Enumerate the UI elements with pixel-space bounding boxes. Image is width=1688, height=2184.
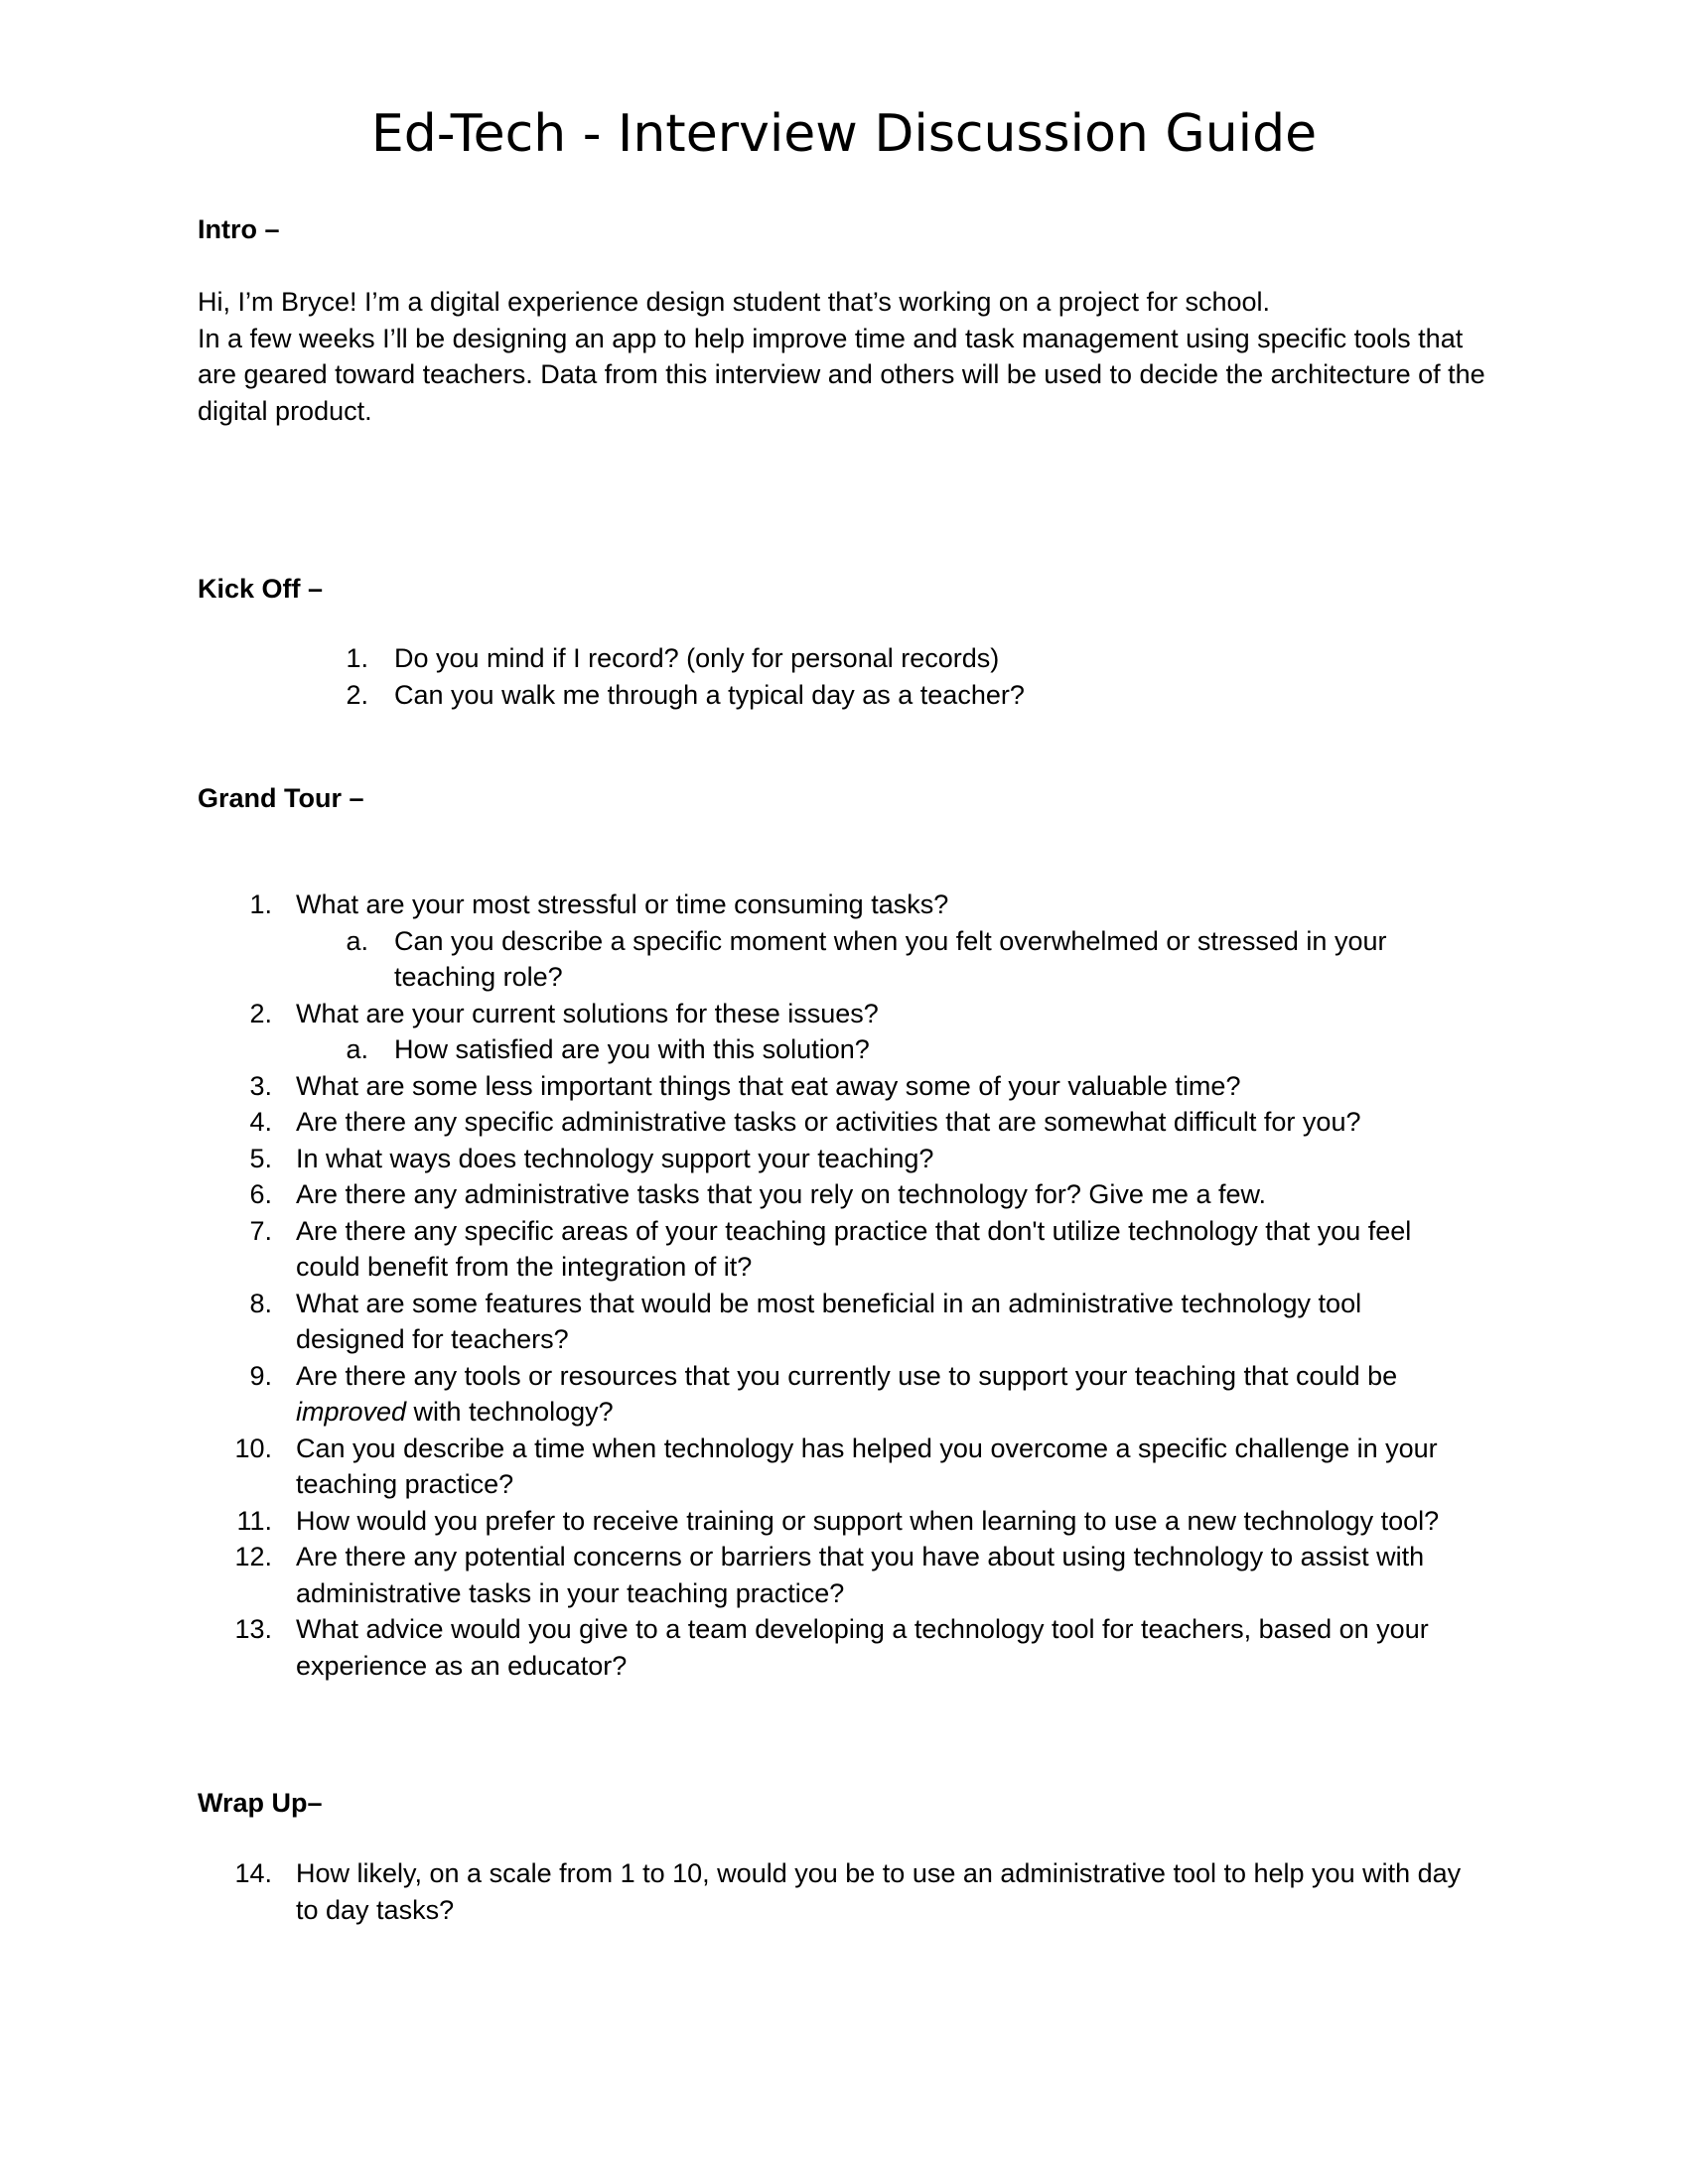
list-item-number: 13. — [234, 1614, 272, 1644]
list-item-number: 4. — [249, 1107, 272, 1137]
list-item-number: 1. — [249, 889, 272, 919]
list-item-text: Are there any administrative tasks that you rely on technology for? Give me a few. — [296, 1179, 1266, 1209]
list-item-text: How likely, on a scale from 1 to 10, would you be to use an administrative tool to help you with day to day tasks? — [296, 1858, 1462, 1925]
list-item-text: Can you walk me through a typical day as a teacher? — [394, 679, 1025, 710]
list-item — [0, 1141, 1477, 1177]
list-item-text: What advice would you give to a team developing a technology tool for teachers, based on your experience as an educator? — [296, 1614, 1429, 1681]
list-item — [0, 1286, 1477, 1358]
list-item-text: Can you describe a specific moment when you felt overwhelmed or stressed in your teaching role? — [394, 925, 1387, 992]
list-item-number: 11. — [236, 1505, 272, 1536]
grandtour-list — [0, 887, 1688, 1684]
list-item — [0, 1431, 1477, 1503]
list-item — [0, 1358, 1477, 1431]
list-item-number: a. — [346, 1034, 368, 1064]
list-item-text: Are there any potential concerns or barriers that you have about using technology to assist with administrative tasks in your teaching practice? — [296, 1542, 1425, 1608]
list-subitem — [0, 923, 1477, 996]
list-item-text-emphasis: improved — [296, 1397, 407, 1427]
intro-line-1: Hi, I’m Bryce! I’m a digital experience design student that’s working on a project for school. — [198, 287, 1271, 317]
list-item-text: Can you describe a time when technology has helped you overcome a specific challenge in your teaching practice? — [296, 1433, 1438, 1499]
intro-heading: Intro – — [198, 214, 280, 244]
wrapup-list — [0, 1855, 1688, 1928]
list-item — [0, 1503, 1477, 1540]
list-subitem — [0, 1031, 1477, 1068]
list-item-text: What are some less important things that eat away some of your valuable time? — [296, 1070, 1241, 1101]
list-item-number: 1. — [346, 643, 368, 673]
list-item-number: 12. — [234, 1542, 272, 1571]
list-item — [0, 640, 1477, 677]
wrapup-heading: Wrap Up– — [198, 1788, 323, 1818]
list-item-number: 7. — [249, 1215, 272, 1246]
list-item-text: What are some features that would be most beneficial in an administrative technology tool designed for teachers? — [296, 1288, 1362, 1354]
list-item-number: 3. — [249, 1070, 272, 1101]
list-item-number: 9. — [249, 1360, 272, 1391]
list-item — [0, 996, 1477, 1032]
list-item — [0, 1539, 1477, 1611]
list-item — [0, 1104, 1477, 1141]
list-item-number: 6. — [249, 1179, 272, 1209]
list-item-number: a. — [346, 925, 368, 956]
list-item-number: 10. — [234, 1433, 272, 1463]
grandtour-heading: Grand Tour – — [198, 783, 364, 813]
list-item — [0, 1213, 1477, 1286]
list-item — [0, 1611, 1477, 1684]
list-item-text — [296, 1361, 1397, 1428]
page-title: Ed-Tech - Interview Discussion Guide — [370, 104, 1318, 164]
list-item-number: 2. — [346, 679, 368, 710]
list-item — [0, 677, 1477, 714]
list-item — [0, 1855, 1477, 1928]
kickoff-list — [0, 640, 1688, 713]
list-item-text: Are there any specific areas of your teaching practice that don't utilize technology that you feel could benefit from the integration of it? — [296, 1215, 1412, 1282]
list-item-text-before: Are there any tools or resources that you currently use to support your teaching that could be — [296, 1360, 1398, 1391]
intro-line-2: In a few weeks I’ll be designing an app to help improve time and task management using specific tools that are geared toward teachers. Data from this interview and others will be used to decide the architecture of the digital product. — [198, 323, 1485, 426]
intro-body — [198, 284, 1488, 429]
list-item-number: 2. — [249, 998, 272, 1028]
list-item-text: Do you mind if I record? (only for personal records) — [394, 643, 1000, 673]
list-item-text: What are your most stressful or time consuming tasks? — [296, 889, 949, 919]
list-item-number: 5. — [249, 1143, 272, 1173]
list-item-number: 14. — [234, 1858, 272, 1888]
list-item-number: 8. — [249, 1288, 272, 1318]
list-item-text: How satisfied are you with this solution? — [394, 1034, 870, 1064]
list-item-text: How would you prefer to receive training or support when learning to use a new technology tool? — [296, 1505, 1440, 1536]
list-item-text-after: with technology? — [406, 1397, 614, 1427]
list-item — [0, 1068, 1477, 1105]
kickoff-heading: Kick Off – — [198, 574, 324, 604]
list-item — [0, 887, 1477, 923]
list-item-text: What are your current solutions for these issues? — [296, 998, 879, 1028]
list-item — [0, 1176, 1477, 1213]
list-item-text: In what ways does technology support your teaching? — [296, 1143, 934, 1173]
list-item-text: Are there any specific administrative tasks or activities that are somewhat difficult for you? — [296, 1107, 1361, 1137]
